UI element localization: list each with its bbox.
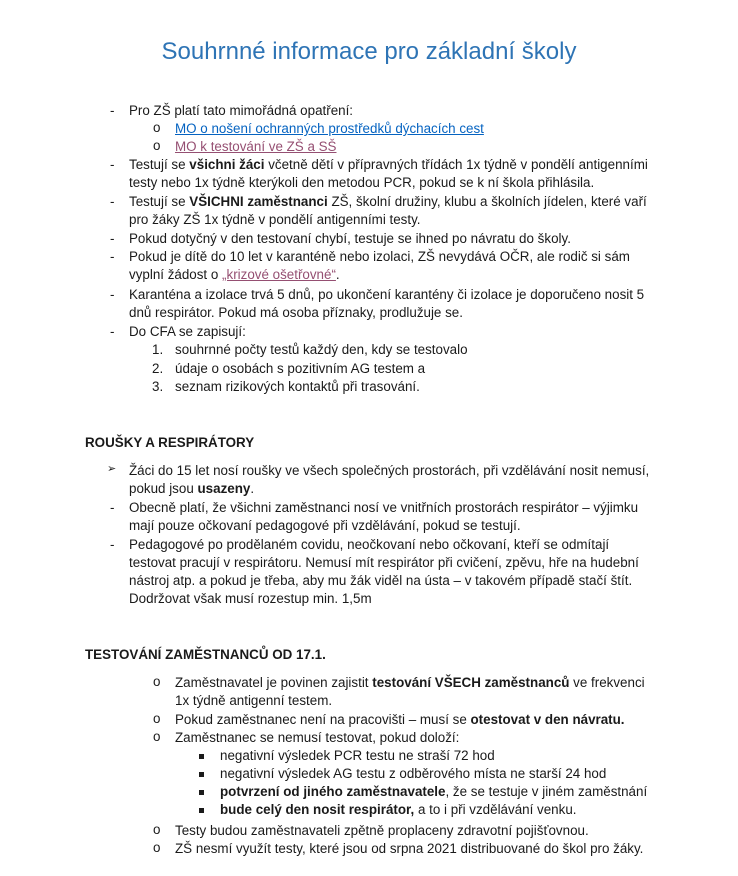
list-item-continuation: dnů respirátor. Pokud má osoba příznaky, prodlužuje se.: [129, 305, 463, 320]
dash-bullet: -: [110, 287, 115, 302]
square-bullet: [199, 754, 204, 759]
list-item: Testují se všichni žáci včetně dětí v přípravných třídách 1x týdně v pondělí antigenními: [129, 157, 648, 172]
section-heading-testovani: TESTOVÁNÍ ZAMĚSTNANCŮ OD 17.1.: [85, 647, 326, 662]
circle-bullet: o: [153, 674, 161, 689]
dash-bullet: -: [110, 500, 115, 515]
circle-bullet: o: [153, 711, 161, 726]
section-heading-rousky: ROUŠKY A RESPIRÁTORY: [85, 435, 255, 450]
list-item-continuation: Dodržovat však musí rozestup min. 1,5m: [129, 591, 372, 606]
dash-bullet: -: [110, 194, 115, 209]
ordered-number: 3.: [152, 379, 164, 394]
sub-list-item: negativní výsledek PCR testu ne straší 72 hod: [220, 748, 495, 763]
list-item: Karanténa a izolace trvá 5 dnů, po ukončení karantény či izolace je doporučeno nosit 5: [129, 287, 645, 302]
list-item: Pokud je dítě do 10 let v karanténě nebo izolaci, ZŠ nevydává OČR, ale rodič si sám: [129, 249, 630, 264]
circle-bullet: o: [153, 822, 161, 837]
list-item-continuation: 1x týdně antigenní testem.: [175, 693, 333, 708]
list-item-continuation: vyplní žádost o „krizové ošetřovné“.: [129, 267, 340, 282]
dash-bullet: -: [110, 537, 115, 552]
circle-bullet: o: [153, 120, 161, 135]
list-item-continuation: testy nebo 1x týdně kterýkoli den metodou PCR, pokud se k ní škola přihlásila.: [129, 175, 595, 190]
dash-bullet: -: [110, 157, 115, 172]
link-mo-ochranne-prostredky[interactable]: MO o nošení ochranných prostředků dýchacích cest: [175, 121, 484, 136]
list-item: Pedagogové po prodělaném covidu, neočkovaní nebo očkovaní, kteří se odmítají: [129, 537, 610, 552]
list-item: Testy budou zaměstnavateli zpětně proplaceny zdravotní pojišťovnou.: [175, 823, 589, 838]
arrow-bullet: ➢: [107, 463, 117, 475]
link-mo-testovani[interactable]: MO k testování ve ZŠ a SŠ: [175, 139, 337, 154]
page-title: Souhrnné informace pro základní školy: [161, 38, 577, 65]
sub-list-item: negativní výsledek AG testu z odběrového místa ne starší 24 hod: [220, 766, 607, 781]
circle-bullet: o: [153, 729, 161, 744]
list-item: Obecně platí, že všichni zaměstnanci nosí ve vnitřních prostorách respirátor – výjimku: [129, 500, 639, 515]
ordered-number: 1.: [152, 342, 164, 357]
list-item-continuation: mají pouze očkovaní pedagogové při vzdělávání, pokud se testují.: [129, 518, 521, 533]
ordered-item: souhrnné počty testů každý den, kdy se testovalo: [175, 342, 468, 357]
list-item: Zaměstnavatel je povinen zajistit testování VŠECH zaměstnanců ve frekvenci: [175, 675, 645, 690]
list-item: Zaměstnanec se nemusí testovat, pokud doloží:: [175, 730, 460, 745]
dash-bullet: -: [110, 231, 115, 246]
list-item-continuation: testovat pracují v respirátoru. Nemusí mít respirátor při cvičení, zpěvu, hře na hudební: [129, 555, 639, 570]
list-item: Testují se VŠICHNI zaměstnanci ZŠ, školní družiny, klubu a školních jídelen, které vaří: [129, 194, 647, 209]
dash-bullet: -: [110, 103, 115, 118]
ordered-item: seznam rizikových kontaktů při trasování.: [175, 379, 420, 394]
square-bullet: [199, 772, 204, 777]
list-item: Pokud zaměstnanec není na pracovišti – musí se otestovat v den návratu.: [175, 712, 625, 727]
sub-list-item: potvrzení od jiného zaměstnavatele, že se testuje v jiném zaměstnání: [220, 784, 648, 799]
list-item-continuation: nástroj atp. a pokud je třeba, aby mu žák viděl na ústa – v takovém případě stačí štít.: [129, 573, 633, 588]
list-item: Žáci do 15 let nosí roušky ve všech společných prostorách, při vzdělávání nosit nemusí,: [129, 463, 650, 478]
circle-bullet: o: [153, 138, 161, 153]
dash-bullet: -: [110, 324, 115, 339]
dash-bullet: -: [110, 249, 115, 264]
square-bullet: [199, 790, 204, 795]
list-item: Pro ZŠ platí tato mimořádná opatření:: [129, 103, 354, 118]
list-item: Pokud dotyčný v den testovaní chybí, testuje se ihned po návratu do školy.: [129, 231, 571, 246]
link-krizove-osetrovne[interactable]: „krizové ošetřovné“: [222, 267, 336, 282]
list-item-continuation: pokud jsou usazeny.: [129, 481, 255, 496]
ordered-item: údaje o osobách s pozitivním AG testem a: [175, 361, 426, 376]
ordered-number: 2.: [152, 361, 164, 376]
list-item: ZŠ nesmí využít testy, které jsou od srpna 2021 distribuované do škol pro žáky.: [175, 841, 644, 856]
list-item-continuation: pro žáky ZŠ 1x týdně v pondělí antigenními testy.: [129, 212, 421, 227]
square-bullet: [199, 808, 204, 813]
list-item: Do CFA se zapisují:: [129, 324, 246, 339]
sub-list-item: bude celý den nosit respirátor, a to i při vzdělávání venku.: [220, 802, 577, 817]
circle-bullet: o: [153, 840, 161, 855]
